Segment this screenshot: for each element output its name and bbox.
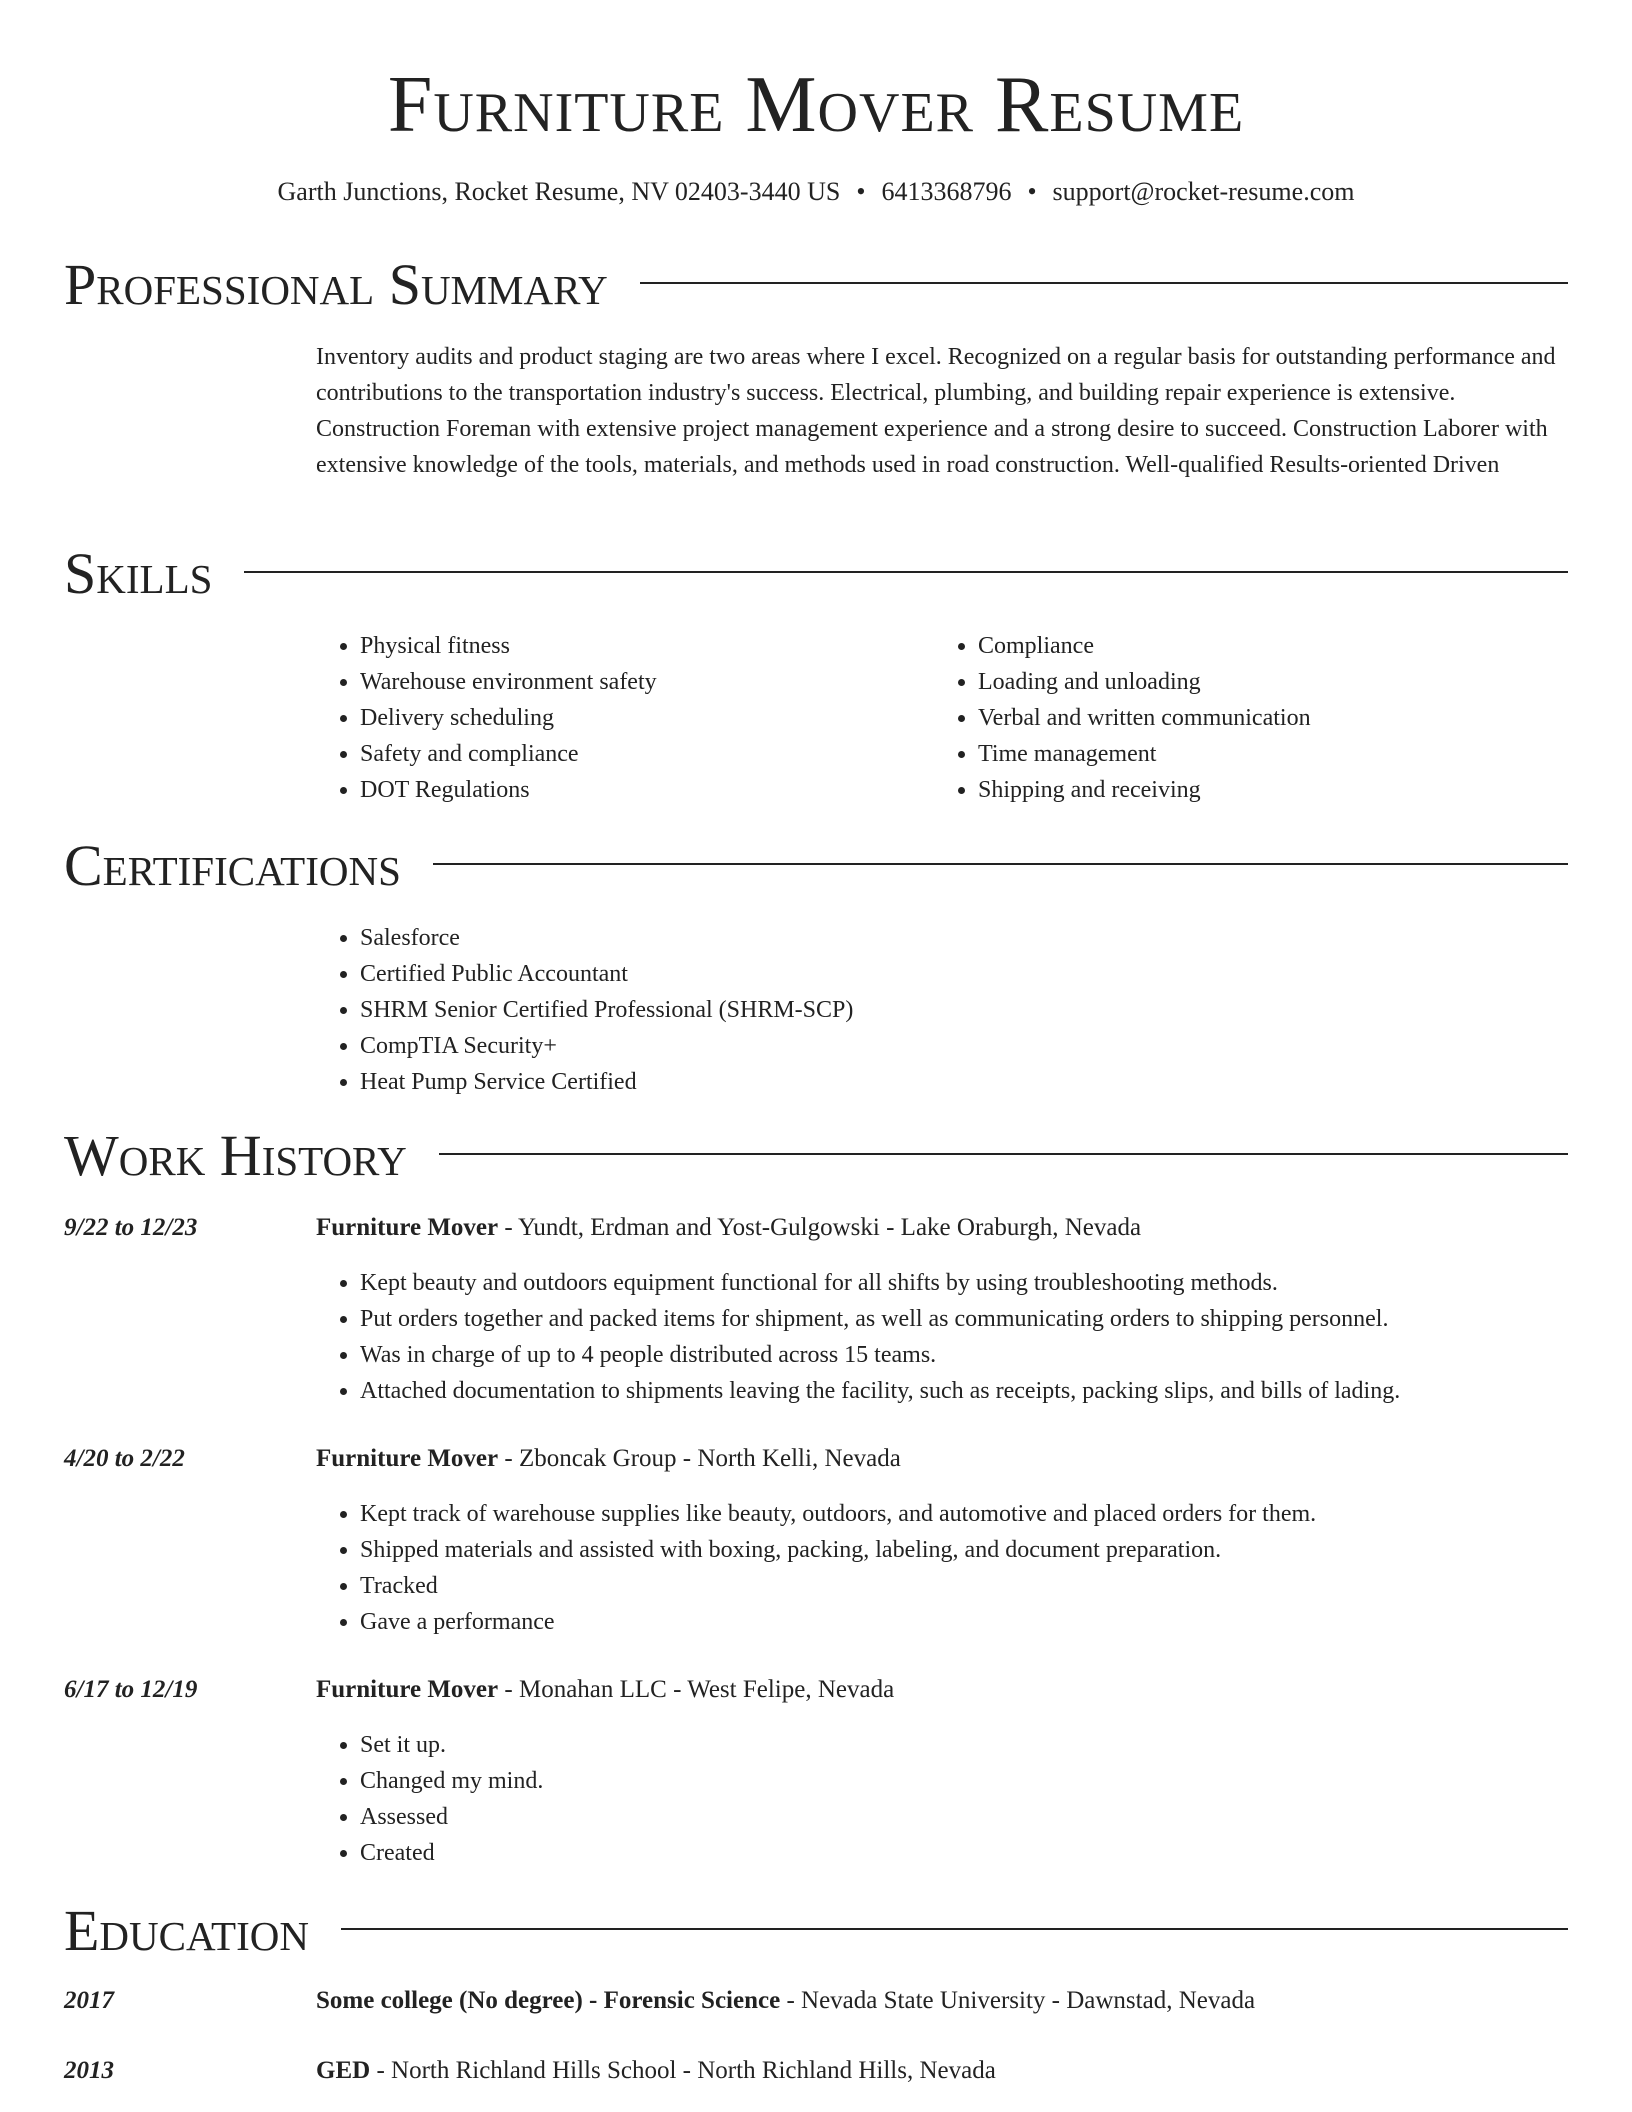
section-divider — [341, 1928, 1568, 1930]
list-item: • Delivery scheduling — [360, 700, 896, 736]
list-item: • Shipped materials and assisted with boxing, packing, labeling, and document preparation. — [360, 1532, 1572, 1568]
job-title: Furniture Mover — [316, 1445, 499, 1472]
list-item: • Physical fitness — [360, 628, 896, 664]
list-item: • Attached documentation to shipments leaving the facility, such as receipts, packing slips, and bills of lading. — [360, 1373, 1572, 1409]
education-degree: GED — [316, 2057, 371, 2084]
skills-column-right — [934, 628, 1534, 808]
work-history-heading — [64, 1124, 1568, 1188]
list-item: • Heat Pump Service Certified — [360, 1064, 1572, 1100]
list-item: • Loading and unloading — [978, 664, 1534, 700]
list-item: • Compliance — [978, 628, 1534, 664]
list-item: • Verbal and written communication — [978, 700, 1534, 736]
list-item: • SHRM Senior Certified Professional (SHRM-SCP) — [360, 992, 1572, 1028]
education-degree: Some college (No degree) - Forensic Science — [316, 1987, 781, 2014]
section-divider — [640, 282, 1568, 284]
list-item: • CompTIA Security+ — [360, 1028, 1572, 1064]
email: support@rocket-resume.com — [1052, 177, 1355, 206]
education-year: 2017 — [64, 1987, 114, 2014]
list-item: • Created — [360, 1835, 1572, 1871]
list-item: • Put orders together and packed items for shipment, as well as communicating orders to shipping personnel. — [360, 1301, 1572, 1337]
job-title: Furniture Mover — [316, 1676, 499, 1703]
list-item: • Salesforce — [360, 920, 1572, 956]
job-employer: - Monahan LLC - West Felipe, Nevada — [498, 1676, 895, 1703]
skills-heading — [64, 542, 1568, 606]
job-heading — [316, 1674, 1572, 1706]
job-title: Furniture Mover — [316, 1214, 499, 1241]
job-dates: 9/22 to 12/23 — [64, 1214, 198, 1241]
education-school: - Nevada State University - Dawnstad, Nevada — [780, 1987, 1256, 2014]
education-school: - North Richland Hills School - North Richland Hills, Nevada — [370, 2057, 996, 2084]
duties-list — [316, 1496, 1572, 1640]
job-heading — [316, 1212, 1572, 1244]
job-dates: 6/17 to 12/19 — [64, 1676, 198, 1703]
certifications-heading — [64, 834, 1568, 898]
section-divider — [433, 863, 1568, 865]
list-item: • Kept track of warehouse supplies like beauty, outdoors, and automotive and placed orders for them. — [360, 1496, 1572, 1532]
education-year: 2013 — [64, 2057, 114, 2084]
section-title: Certifications — [64, 833, 401, 898]
skills-column-left — [316, 628, 896, 808]
resume-title: Furniture Mover Resume — [387, 61, 1245, 149]
list-item: • Kept beauty and outdoors equipment functional for all shifts by using troubleshooting methods. — [360, 1265, 1572, 1301]
certifications-list — [316, 920, 1572, 1100]
education-entry — [316, 1985, 1572, 2017]
education-entry — [316, 2055, 1572, 2087]
job-duties — [316, 1265, 1572, 1409]
summary-heading — [64, 253, 1568, 317]
education-heading — [64, 1899, 1568, 1963]
list-item: • Assessed — [360, 1799, 1572, 1835]
contact-line — [0, 176, 1632, 208]
job-duties — [316, 1496, 1572, 1640]
section-title: Professional Summary — [64, 252, 608, 317]
certifications-list-wrap — [316, 920, 1572, 1100]
job-employer: - Zboncak Group - North Kelli, Nevada — [498, 1445, 901, 1472]
section-title: Skills — [64, 541, 213, 606]
job-dates: 4/20 to 2/22 — [64, 1445, 185, 1472]
list-item: • Tracked — [360, 1568, 1572, 1604]
list-item: • Time management — [978, 736, 1534, 772]
list-item: • Was in charge of up to 4 people distributed across 15 teams. — [360, 1337, 1572, 1373]
list-item: • Shipping and receiving — [978, 772, 1534, 808]
list-item: • DOT Regulations — [360, 772, 896, 808]
section-divider — [439, 1153, 1568, 1155]
duties-list — [316, 1265, 1572, 1409]
job-heading — [316, 1443, 1572, 1475]
skills-list — [934, 628, 1534, 808]
phone: 6413368796 — [881, 177, 1012, 206]
section-divider — [244, 571, 1568, 573]
list-item: • Gave a performance — [360, 1604, 1572, 1640]
separator: • — [1027, 177, 1037, 206]
summary-text: Inventory audits and product staging are two areas where I excel. Recognized on a regular basis for outstanding performance and contributions to the transportation industry's success. Electrical, plumbing, and building repair experience is extensive. Construction Foreman with extensive project management experience and a strong desire to succeed. Construction Laborer with extensive knowledge of the tools, materials, and methods used in road construction. Well-qualified Results-oriented Driven — [316, 344, 1556, 478]
separator: • — [856, 177, 866, 206]
list-item: • Changed my mind. — [360, 1763, 1572, 1799]
list-item: • Set it up. — [360, 1727, 1572, 1763]
skills-list — [316, 628, 896, 808]
job-employer: - Yundt, Erdman and Yost-Gulgowski - Lake Oraburgh, Nevada — [498, 1214, 1142, 1241]
address: Garth Junctions, Rocket Resume, NV 02403-3440 US — [277, 177, 841, 206]
section-title: Education — [64, 1898, 309, 1963]
section-title: Work History — [64, 1123, 407, 1188]
job-duties — [316, 1727, 1572, 1871]
duties-list — [316, 1727, 1572, 1871]
list-item: • Warehouse environment safety — [360, 664, 896, 700]
list-item: • Safety and compliance — [360, 736, 896, 772]
list-item: • Certified Public Accountant — [360, 956, 1572, 992]
